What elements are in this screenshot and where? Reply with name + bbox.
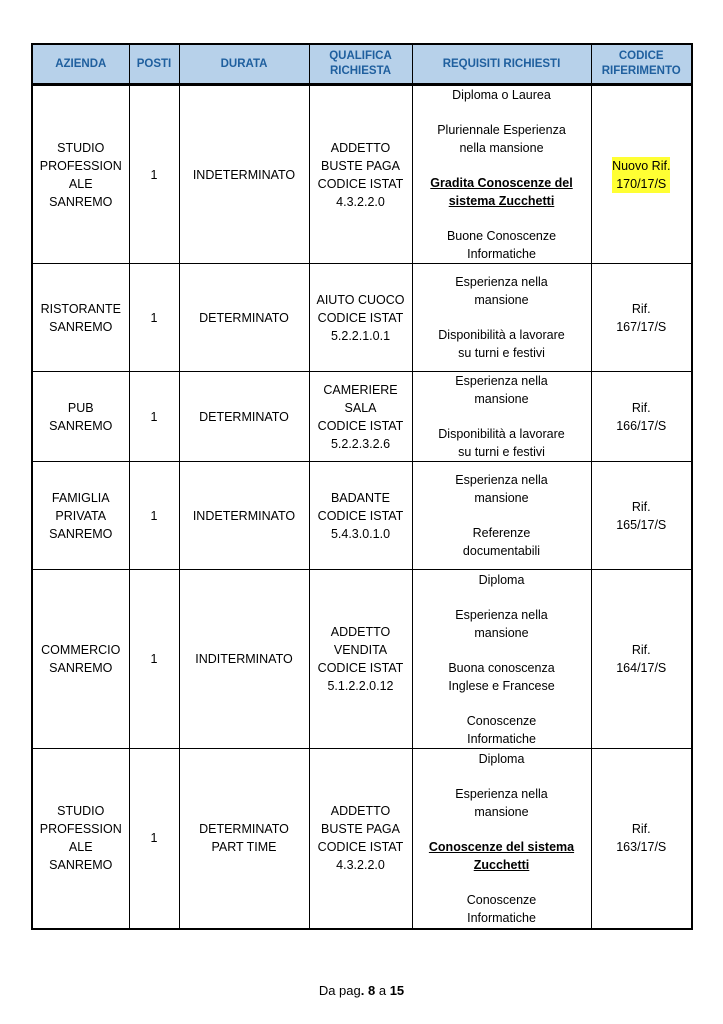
- requirement-item: Diploma: [478, 572, 525, 587]
- cell-durata: INDETERMINATO: [179, 85, 309, 264]
- cell-requisiti: [412, 570, 591, 749]
- table-row: [32, 749, 692, 929]
- cell-qualifica: ADDETTO BUSTE PAGA CODICE ISTAT 4.3.2.2.0: [309, 749, 412, 929]
- cell-requisiti: [412, 264, 591, 372]
- requirement-item: Referenze documentabili: [462, 526, 541, 558]
- cell-qualifica: AIUTO CUOCO CODICE ISTAT 5.2.2.1.0.1: [309, 264, 412, 372]
- cell-codice: [591, 264, 692, 372]
- requirement-item: Conoscenze del sistema Zucchetti: [428, 839, 575, 872]
- cell-qualifica: BADANTE CODICE ISTAT 5.4.3.0.1.0: [309, 462, 412, 570]
- requirement-item: Disponibilità a lavorare su turni e festivi: [438, 427, 565, 459]
- footer-dot: .: [360, 983, 365, 998]
- cell-codice: [591, 570, 692, 749]
- cell-requisiti: [412, 462, 591, 570]
- cell-posti: 1: [129, 570, 179, 749]
- footer-current-page: 8: [367, 983, 376, 998]
- reference-code: Nuovo Rif. 170/17/S: [612, 158, 671, 191]
- footer-total-pages: 15: [389, 983, 405, 998]
- cell-azienda: STUDIO PROFESSION ALE SANREMO: [32, 749, 129, 929]
- reference-code: Rif. 167/17/S: [616, 301, 667, 334]
- page-footer: [0, 983, 723, 998]
- header-posti: POSTI: [129, 44, 179, 85]
- cell-codice: [591, 462, 692, 570]
- cell-durata: INDITERMINATO: [179, 570, 309, 749]
- cell-posti: 1: [129, 749, 179, 929]
- requirement-item: Esperienza nella mansione: [455, 607, 548, 640]
- requirement-item: Conoscenze Informatiche: [466, 892, 537, 925]
- cell-qualifica: ADDETTO VENDITA CODICE ISTAT 5.1.2.2.0.12: [309, 570, 412, 749]
- cell-azienda: FAMIGLIA PRIVATA SANREMO: [32, 462, 129, 570]
- table-header-row: [32, 44, 692, 85]
- reference-code: Rif. 164/17/S: [616, 643, 667, 675]
- header-requisiti: REQUISITI RICHIESTI: [412, 44, 591, 85]
- cell-durata: DETERMINATO: [179, 372, 309, 462]
- cell-requisiti: [412, 85, 591, 264]
- table-row: [32, 570, 692, 749]
- footer-prefix: Da pag: [318, 983, 361, 998]
- footer-separator: a: [378, 983, 387, 998]
- cell-qualifica: CAMERIERE SALA CODICE ISTAT 5.2.2.3.2.6: [309, 372, 412, 462]
- table-row: [32, 372, 692, 462]
- requirement-item: Conoscenze Informatiche: [466, 713, 537, 746]
- requirement-item: Esperienza nella mansione: [455, 786, 548, 819]
- requirement-item: Pluriennale Esperienza nella mansione: [437, 123, 566, 155]
- reference-code: Rif. 165/17/S: [616, 499, 667, 532]
- requirement-item: Buone Conoscenze Informatiche: [446, 229, 557, 261]
- cell-azienda: COMMERCIO SANREMO: [32, 570, 129, 749]
- requirement-item: Gradita Conoscenze del sistema Zucchetti: [430, 176, 573, 208]
- table-row: [32, 264, 692, 372]
- requirement-item: Esperienza nella mansione: [455, 374, 548, 406]
- requirement-item: Diploma: [478, 751, 525, 766]
- cell-durata: DETERMINATO: [179, 264, 309, 372]
- requirement-item: Buona conoscenza Inglese e Francese: [448, 660, 555, 693]
- cell-codice: [591, 85, 692, 264]
- header-azienda: AZIENDA: [32, 44, 129, 85]
- cell-qualifica: ADDETTO BUSTE PAGA CODICE ISTAT 4.3.2.2.0: [309, 85, 412, 264]
- job-offers-table: [31, 43, 693, 930]
- header-durata: DURATA: [179, 44, 309, 85]
- cell-durata: DETERMINATO PART TIME: [179, 749, 309, 929]
- header-codice: CODICE RIFERIMENTO: [591, 44, 692, 85]
- requirement-item: Esperienza nella mansione: [455, 473, 548, 505]
- cell-codice: [591, 749, 692, 929]
- requirement-item: Esperienza nella mansione: [455, 275, 548, 307]
- requirement-item: Disponibilità a lavorare su turni e festivi: [438, 328, 565, 360]
- reference-code: Rif. 166/17/S: [616, 400, 667, 433]
- cell-codice: [591, 372, 692, 462]
- cell-posti: 1: [129, 372, 179, 462]
- cell-azienda: STUDIO PROFESSION ALE SANREMO: [32, 85, 129, 264]
- cell-requisiti: [412, 372, 591, 462]
- requirement-item: Diploma o Laurea: [452, 88, 551, 102]
- table-row: [32, 462, 692, 570]
- cell-requisiti: [412, 749, 591, 929]
- reference-code: Rif. 163/17/S: [616, 822, 667, 855]
- cell-durata: INDETERMINATO: [179, 462, 309, 570]
- cell-azienda: RISTORANTE SANREMO: [32, 264, 129, 372]
- table-row: [32, 85, 692, 264]
- cell-azienda: PUB SANREMO: [32, 372, 129, 462]
- header-qualifica: QUALIFICA RICHIESTA: [309, 44, 412, 85]
- cell-posti: 1: [129, 85, 179, 264]
- cell-posti: 1: [129, 264, 179, 372]
- cell-posti: 1: [129, 462, 179, 570]
